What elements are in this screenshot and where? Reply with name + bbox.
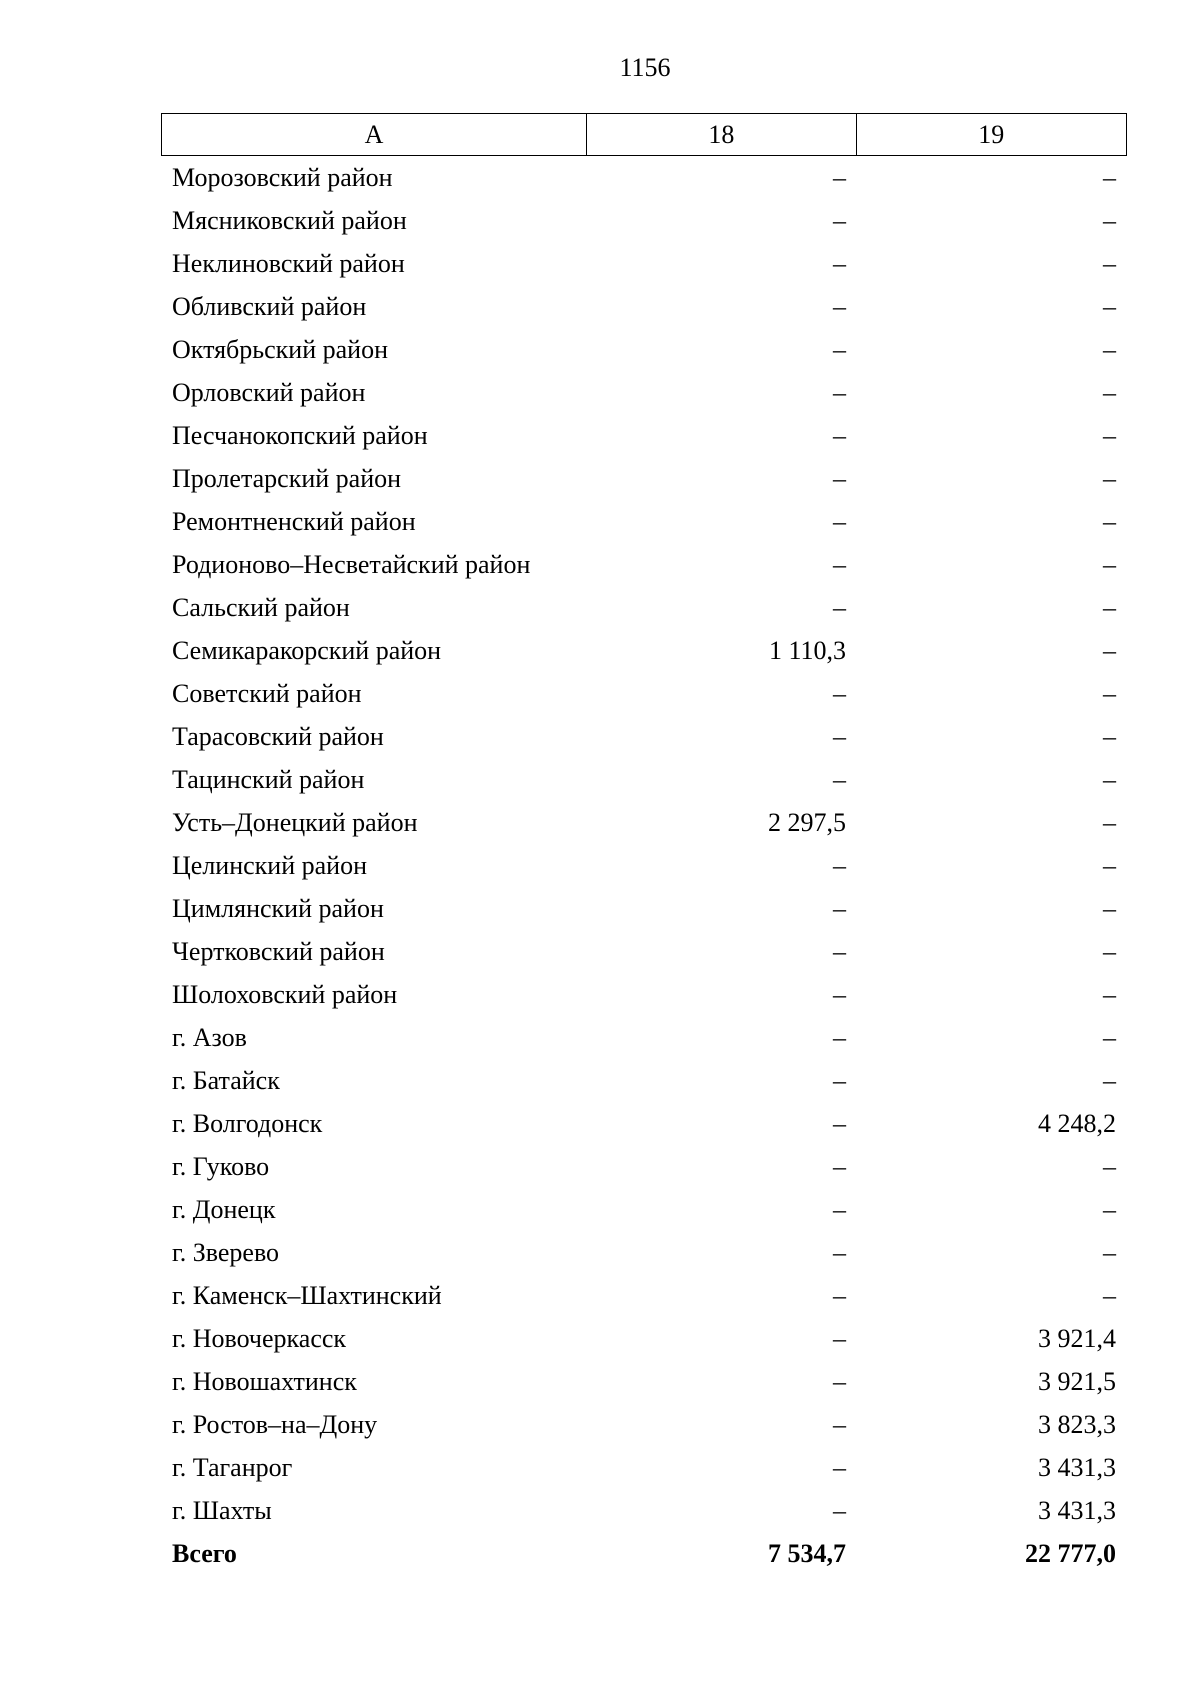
row-name: г. Донецк [172,1194,276,1224]
row-value-19: – [1103,1065,1116,1095]
row-value-18: – [833,506,846,536]
row-name: Родионово–Несветайский район [172,549,531,579]
row-value-18: – [833,334,846,364]
row-value-18: – [833,1065,846,1095]
row-value-19: 3 921,5 [1038,1366,1116,1396]
row-value-18: – [833,850,846,880]
row-name: Обливский район [172,291,367,321]
row-value-18: – [833,1452,846,1482]
row-name: Тарасовский район [172,721,384,751]
row-value-18: – [833,936,846,966]
row-value-18: – [833,1366,846,1396]
table-row [161,1231,1127,1274]
row-name: г. Гуково [172,1151,270,1181]
table-row [161,457,1127,500]
table-row [161,1016,1127,1059]
row-value-18: – [833,721,846,751]
row-value-19: – [1103,635,1116,665]
row-value-19: – [1103,1151,1116,1181]
table-row [161,1403,1127,1446]
table-row [161,887,1127,930]
table-row [161,1317,1127,1360]
table-row [161,1489,1127,1532]
row-value-19: – [1103,291,1116,321]
table-row [161,1360,1127,1403]
row-value-19: 3 823,3 [1038,1409,1116,1439]
row-value-18: – [833,291,846,321]
row-value-19: – [1103,334,1116,364]
row-value-18: – [833,1409,846,1439]
row-name: Шолоховский район [172,979,398,1009]
row-value-18: – [833,162,846,192]
table-row [161,715,1127,758]
row-name: Неклиновский район [172,248,405,278]
header-col-a: А [162,114,587,155]
row-value-19: – [1103,463,1116,493]
row-name: Орловский район [172,377,366,407]
row-name: г. Таганрог [172,1452,293,1482]
row-value-18: – [833,1237,846,1267]
row-value-19: – [1103,1237,1116,1267]
row-value-18: 2 297,5 [768,807,846,837]
row-value-18: – [833,893,846,923]
row-value-18: – [833,1280,846,1310]
row-value-19: – [1103,205,1116,235]
row-name: Ремонтненский район [172,506,416,536]
table-row [161,1446,1127,1489]
row-value-19: – [1103,377,1116,407]
row-value-19: – [1103,592,1116,622]
row-value-18: – [833,1022,846,1052]
row-name: г. Ростов–на–Дону [172,1409,378,1439]
row-value-19: – [1103,506,1116,536]
row-value-19: – [1103,1194,1116,1224]
row-name: Мясниковский район [172,205,407,235]
table-row [161,758,1127,801]
row-value-18: – [833,678,846,708]
table-row [161,199,1127,242]
table-row [161,1059,1127,1102]
row-value-19: – [1103,549,1116,579]
table-row [161,414,1127,457]
table-row [161,801,1127,844]
table-row [161,500,1127,543]
table-row [161,1274,1127,1317]
row-name: Усть–Донецкий район [172,807,418,837]
row-name: г. Новочеркасск [172,1323,347,1353]
row-name: Тацинский район [172,764,365,794]
page-number: 1156 [619,53,671,82]
row-name: Советский район [172,678,362,708]
row-value-19: – [1103,850,1116,880]
data-table [161,113,1127,1575]
total-label: Всего [172,1538,237,1568]
row-name: г. Зверево [172,1237,280,1267]
row-value-19: – [1103,420,1116,450]
table-row [161,672,1127,715]
table-row [161,371,1127,414]
row-name: Пролетарский район [172,463,402,493]
table-row [161,328,1127,371]
table-row [161,1102,1127,1145]
row-name: Семикаракорский район [172,635,442,665]
row-name: г. Азов [172,1022,247,1052]
row-value-19: 3 431,3 [1038,1495,1116,1525]
row-value-19: – [1103,678,1116,708]
row-value-19: – [1103,807,1116,837]
total-col-18: 7 534,7 [768,1538,846,1568]
table-row [161,285,1127,328]
table-row [161,242,1127,285]
table-row [161,1188,1127,1231]
row-value-18: 1 110,3 [768,635,846,665]
header-col-18: 18 [587,114,856,155]
row-name: Октябрьский район [172,334,388,364]
row-value-18: – [833,463,846,493]
row-value-18: – [833,592,846,622]
row-value-19: – [1103,1022,1116,1052]
table-row [161,973,1127,1016]
row-value-19: 4 248,2 [1038,1108,1116,1138]
row-name: Сальский район [172,592,350,622]
row-value-19: 3 431,3 [1038,1452,1116,1482]
row-value-18: – [833,205,846,235]
table-row [161,629,1127,672]
row-value-18: – [833,549,846,579]
row-value-19: – [1103,721,1116,751]
row-value-18: – [833,979,846,1009]
row-name: г. Волгодонск [172,1108,323,1138]
row-name: г. Новошахтинск [172,1366,357,1396]
row-value-19: – [1103,893,1116,923]
table-header-row [161,113,1127,156]
table-row [161,844,1127,887]
row-name: г. Шахты [172,1495,272,1525]
row-name: г. Каменск–Шахтинский [172,1280,442,1310]
row-value-18: – [833,248,846,278]
row-value-19: – [1103,936,1116,966]
row-name: Цимлянский район [172,893,384,923]
table-row [161,930,1127,973]
total-col-19: 22 777,0 [1025,1538,1116,1568]
row-name: г. Батайск [172,1065,280,1095]
row-value-19: 3 921,4 [1038,1323,1116,1353]
row-value-19: – [1103,764,1116,794]
row-name: Песчанокопский район [172,420,428,450]
row-value-19: – [1103,248,1116,278]
row-value-18: – [833,377,846,407]
row-value-19: – [1103,979,1116,1009]
row-name: Морозовский район [172,162,393,192]
total-row [161,1532,1127,1575]
row-value-18: – [833,1151,846,1181]
table-row [161,156,1127,199]
row-value-18: – [833,1108,846,1138]
row-value-18: – [833,1495,846,1525]
row-name: Чертковский район [172,936,385,966]
row-name: Целинский район [172,850,367,880]
table-row [161,1145,1127,1188]
table-row [161,586,1127,629]
row-value-18: – [833,764,846,794]
table-body [161,156,1127,1532]
row-value-18: – [833,1323,846,1353]
row-value-19: – [1103,1280,1116,1310]
row-value-18: – [833,1194,846,1224]
row-value-18: – [833,420,846,450]
table-row [161,543,1127,586]
row-value-19: – [1103,162,1116,192]
header-col-19: 19 [978,119,1005,149]
